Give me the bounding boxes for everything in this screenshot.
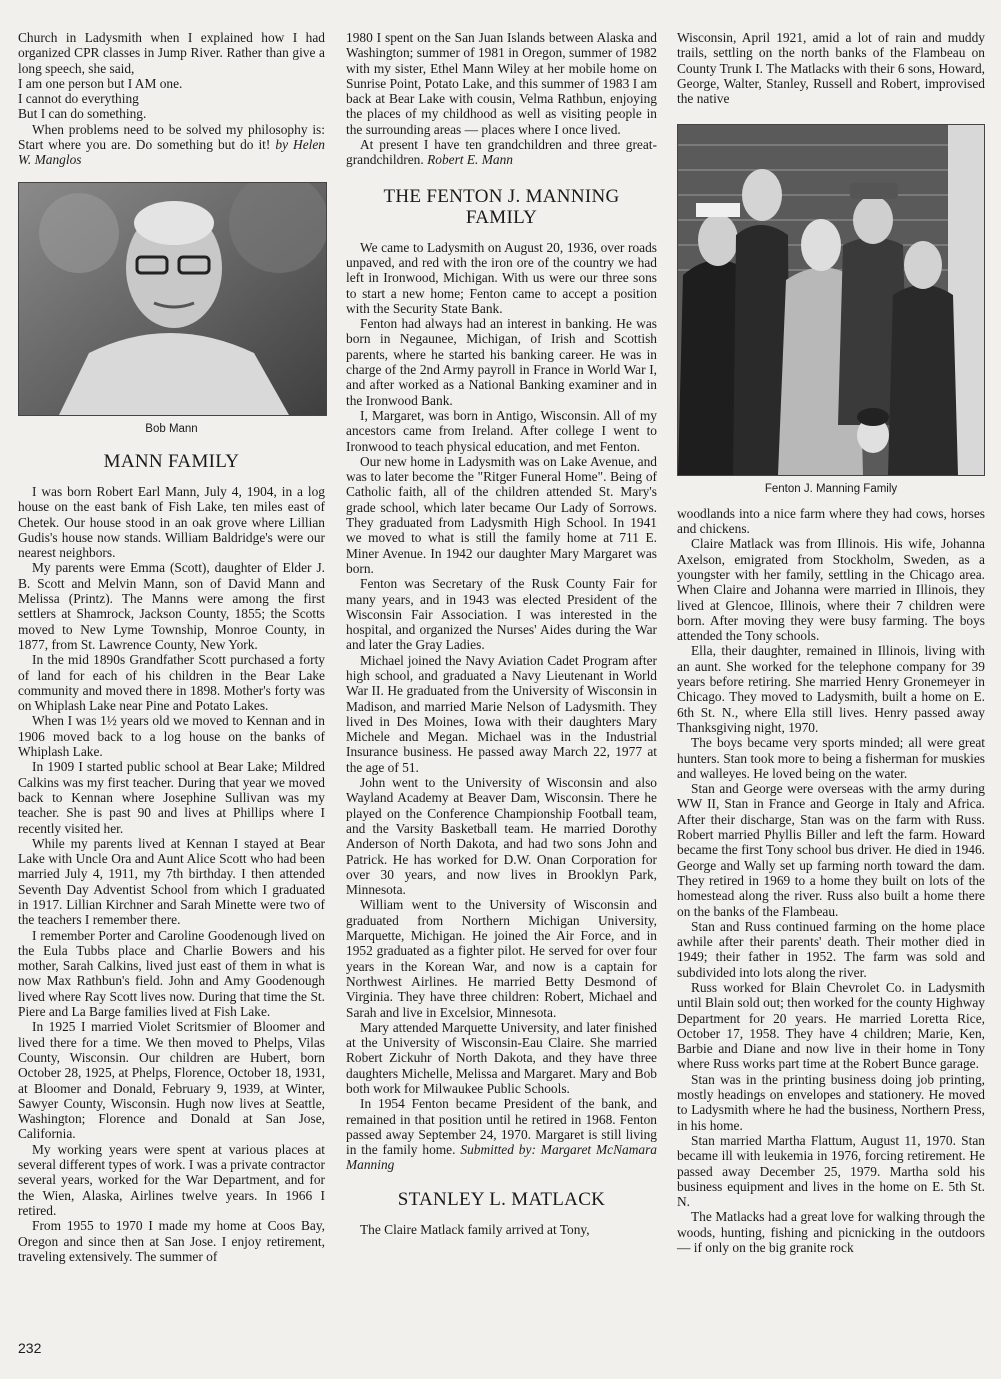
paragraph: Fenton was Secretary of the Rusk County Fair for many years, and in 1943 was elected President of the Wisconsin Fair Association. I was interested in the hospital, and organized the Nurses' Aides during the War and later the Gray Ladies. xyxy=(346,576,657,653)
paragraph: Stan and George were overseas with the army during WW II, Stan in France and George in Italy and Africa. After their discharge, Stan was on the farm with Russ. Robert married Phyllis Biller and left the farm. Howard became the first Tony school bus driver. He died in 1946. George and Wally set up farming north toward the dam. They retired in 1969 to a home they built on lots of the homestead along the river. Russ also built a home there on the banks of the Flambeau. xyxy=(677,781,985,919)
bob-mann-portrait xyxy=(19,183,326,415)
paragraph: In 1925 I married Violet Scritsmier of Bloomer and lived there for a time. We then moved to Phelps, Vilas County, Wisconsin. Our children are Hubert, born October 28, 1925, at Phelps, Florence, October 18, 1931, at Bloomer and Donald, February 9, 1939, at Winter, Sawyer County, Wisconsin. Hugh now lives at Seattle, Washington; Florence and Donald at San Jose, California. xyxy=(18,1019,325,1142)
poem-line: I cannot do everything xyxy=(18,91,139,107)
photo-caption: Bob Mann xyxy=(145,422,198,435)
photo-caption: Fenton J. Manning Family xyxy=(764,483,898,496)
paragraph: In 1909 I started public school at Bear Lake; Mildred Calkins was my first teacher. During that year we moved back to Kennan where Josephine Sullivan was my teacher. She is past 90 and lives at Phillips where I recently visited her. xyxy=(18,759,325,836)
intro-paragraph: When problems need to be solved my philosophy is: Start where you are. Do something but do it! by Helen W. Manglos xyxy=(18,121,326,168)
paragraph: Michael joined the Navy Aviation Cadet Program after high school, and graduated a Navy Lieutenant in World War II. He graduated from the University of Wisconsin in Madison, and married Marie Nelson of Ladysmith. They lived in Des Moines, Iowa with their daughters Mary Michele and Megan. Michael was in the Industrial Insurance business. He passed away March 22, 1977 at the age of 51. xyxy=(346,652,657,775)
paragraph: Claire Matlack was from Illinois. His wife, Johanna Axelson, emigrated from Stockholm, Sweden, as a youngster with her family, settling in the Chicago area. When Claire and Johanna were married in Illinois, they lived at Glencoe, Illinois, where their 7 children were born. After moving they were busy farming. The boys attended the Tony schools. xyxy=(677,536,985,644)
paragraph: Stan married Martha Flattum, August 11, 1970. Stan became ill with leukemia in 1976, forcing retirement. He passed away December 25, 1979. Martha sold his business equipment and lives in the home on E. 5th St. N. xyxy=(677,1132,985,1210)
paragraph: From 1955 to 1970 I made my home at Coos Bay, Oregon and since then at San Jose. I enjoy retirement, traveling extensively. The summer of xyxy=(18,1218,325,1264)
paragraph: When I was 1½ years old we moved to Kennan and in 1906 moved back to a log house on the banks of Whiplash Lake. xyxy=(18,713,325,760)
paragraph: Fenton had always had an interest in banking. He was born in Negaunee, Michigan, of Irish and Scottish parents, where he started his banking career. He was in charge of the 2nd Army payroll in France in World War I, and after worked as a National Banking examiner and in the Ironwood Bank. xyxy=(346,316,657,408)
bob-mann-photo xyxy=(18,182,327,416)
column-1 xyxy=(18,30,325,1264)
paragraph: The Claire Matlack family arrived at Tony, xyxy=(360,1221,590,1237)
section-heading: MANN FAMILY xyxy=(103,450,240,472)
column-2 xyxy=(346,30,657,1237)
paragraph: The boys became very sports minded; all were great hunters. Stan took more to being a fisherman for muskies and walleyes. He loved being on the water. xyxy=(677,735,985,781)
paragraph: I remember Porter and Caroline Goodenough lived on the Eula Tubbs place and Charlie Bowers and his mother, Sarah Calkins, lived just east of them in what is now Max Rathbun's field. John and Amy Goodenough lived where Ray Scott lives now. During that time the St. Piere and La Barge families lived at Fish Lake. xyxy=(18,927,325,1020)
byline: by Helen W. Manglos xyxy=(18,137,326,168)
paragraph: I, Margaret, was born in Antigo, Wisconsin. All of my ancestors came from Ireland. After college I went to Ironwood to teach physical education, and met Fenton. xyxy=(346,407,657,454)
paragraph: In the mid 1890s Grandfather Scott purchased a forty of land for each of his children in the Bear Lake community and moved there in 1898. Mother's forty was on Whiplash Lake near Pine and Potato Lakes. xyxy=(18,652,325,714)
paragraph: While my parents lived at Kennan I stayed at Bear Lake with Uncle Ora and Aunt Alice Scott who had been married July 4, 1911, my 7th birthday. I then attended Seventh Day Adventist School from which I graduated in 1917. Lillian Kirchner and Sarah Minette were two of the teachers I remember there. xyxy=(18,835,325,928)
paragraph: Our new home in Ladysmith was on Lake Avenue, and was to later become the "Ritger Funeral Home". Being of Catholic faith, all of the children attended St. Mary's grade school, which later became Our Lady of Sorrows. They graduated from Ladysmith High School. In 1941 we moved to what is still the family home at 711 E. Miner Avenue. In 1942 our daughter Mary Margaret was born. xyxy=(346,453,657,576)
paragraph: Ella, their daughter, remained in Illinois, living with an aunt. She worked for the telephone company for 39 years before retiring. She married Henry Gronemeyer in Chicago. They moved to Ladysmith, built a home on E. 6th St. N., where Ella still lives. Henry passed away Thanksgiving night, 1970. xyxy=(677,643,985,735)
paragraph: Wisconsin, April 1921, amid a lot of rain and muddy trails, settling on the north banks of the Flambeau on County Trunk I. The Matlacks with their 6 sons, Howard, George, Walter, Stanley, Russell and Robert, improvised the native xyxy=(677,30,985,107)
paragraph: 1980 I spent on the San Juan Islands between Alaska and Washington; summer of 1981 in Oregon, summer of 1982 with my sister, Ethel Mann Wiley at her mobile home on Sunrise Point, Potato Lake, and this summer of 1983 I am back at Bear Lake with cousin, Velma Rathbun, enjoying the places of my childhood as well as visiting people in the surrounding areas — places where I once lived. xyxy=(346,30,657,137)
paragraph: Russ worked for Blain Chevrolet Co. in Ladysmith until Blain sold out; then worked for the county Highway Department for 20 years. He married Loretta Rice, October 17, 1958. They have 4 children; Marie, Ken, Barbie and Diane and now live in their home in Tony where Russ works part time at the Robert Bunce garage. xyxy=(677,979,985,1072)
poem-line: I am one person but I AM one. xyxy=(18,75,183,91)
paragraph: We came to Ladysmith on August 20, 1936, over roads unpaved, and red with the iron ore of the country we had left in Ironwood, Michigan. With us were our three sons to start a new home; Fenton came to accept a position with the Security State Bank. xyxy=(346,239,657,316)
paragraph: At present I have ten grandchildren and three great-grandchildren. Robert E. Mann xyxy=(346,137,657,168)
byline: Robert E. Mann xyxy=(427,152,513,168)
paragraph: I was born Robert Earl Mann, July 4, 1904, in a log house on the east bank of Fish Lake, ten miles east of Chetek. Our house stood in an oak grove where Lillian Gudis's house now stands. William Baldridge's were our nearest neighbors. xyxy=(18,483,325,561)
page-number: 232 xyxy=(18,1340,42,1356)
byline: Submitted by: Margaret McNamara Manning xyxy=(346,1142,658,1173)
paragraph: Stan and Russ continued farming on the home place awhile after their parents' death. Their mother died in 1949; their father in 1952. The farm was sold and subdivided into lots along the river. xyxy=(677,918,985,980)
poem-line: But I can do something. xyxy=(18,106,147,122)
column-3 xyxy=(677,30,985,1255)
paragraph: Stan was in the printing business doing job printing, mostly headings on envelopes and stationery. He moved to Ladysmith where he had the business, Northern Press, in his home. xyxy=(677,1071,985,1133)
paragraph: woodlands into a nice farm where they had cows, horses and chickens. xyxy=(677,505,985,537)
paragraph: My working years were spent at various places at several different types of work. I was a private contractor several years, worked for the War Department, and for the Wien, Alaska, Airlines twelve years. In 1966 I retired. xyxy=(18,1141,325,1218)
paragraph: In 1954 Fenton became President of the bank, and remained in that position until he retired in 1968. Fenton passed away September 24, 1970. Margaret is still living in the family home. Submitted by: Margaret McNamara Manning xyxy=(346,1096,658,1173)
paragraph: William went to the University of Wisconsin and graduated from Northern Michigan University, Marquette, Michigan. He joined the Air Force, and in 1952 graduated as a fighter pilot. He served for over four years in the Korean War, and now is a captain for Northwest Airlines. He married Betty Desmond of Virginia. They have three children: Robert, Michael and Sarah and live in Excelsior, Minnesota. xyxy=(346,897,657,1020)
manning-family-photo xyxy=(677,124,985,476)
paragraph: The Matlacks had a great love for walking through the woods, hunting, fishing and picnicking in the outdoors — if only on the big granite rock xyxy=(677,1209,985,1256)
paragraph: John went to the University of Wisconsin and also Wayland Academy at Beaver Dam, Wisconsin. There he played on the Conference Championship Football team, and the Varsity Basketball team. He married Dorothy Anderson of North Dakota, and had two sons John and Patrick. He has worked for D.W. Onan Corporation for over 30 years, and now lives in Brooklyn Park, Minnesota. xyxy=(346,775,657,898)
section-heading: STANLEY L. MATLACK xyxy=(397,1188,606,1210)
section-heading: THE FENTON J. MANNING FAMILY xyxy=(383,185,620,228)
paragraph: Mary attended Marquette University, and later finished at the University of Wisconsin-Eau Claire. She married Robert Zickuhr of North Dakota, and they have three daughters Michelle, Melissa and Margaret. Mary and Bob both work for Milwaukee Public Schools. xyxy=(346,1019,657,1096)
paragraph: My parents were Emma (Scott), daughter of Elder J. B. Scott and Melvin Mann, son of David Mann and Melissa (Printz). The Manns were among the first settlers at Shamrock, Jackson County, 1855; the Scotts moved to New Lyme Township, Monroe County, in 1877, from St. Lawrence County, New York. xyxy=(18,560,325,652)
intro-text: Church in Ladysmith when I explained how I had organized CPR classes in Jump River. Rather than give a long speech, she said, xyxy=(18,30,325,76)
manning-family-group-portrait xyxy=(678,125,984,475)
